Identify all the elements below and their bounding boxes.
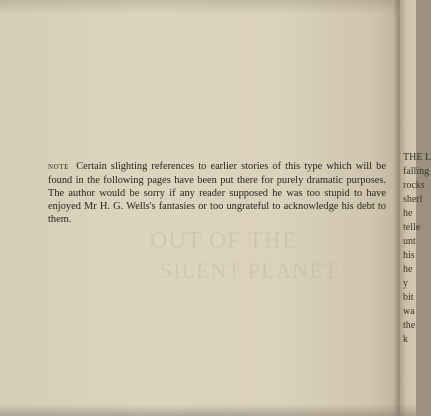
note-text: Certain slighting references to earlier stories of this type which will be found in the following pages have been put there for purely dramatic purposes. The author would be sorry if any reader supposed he was too stupid to have enjoyed Mr H. G. Wells's fantasies or too ungrateful to acknowledge his debt to them. xyxy=(48,161,386,226)
note-label: note xyxy=(48,161,70,173)
facing-page-text: falling xyxy=(403,166,430,177)
bleed-through-title-line-1: OUT OF THE xyxy=(150,228,298,254)
facing-page-text: unt xyxy=(403,236,416,247)
facing-page-text: THE L xyxy=(403,152,431,163)
page-bottom-edge xyxy=(0,404,416,416)
facing-page-text: bit xyxy=(403,292,414,303)
facing-page-text: wa xyxy=(403,306,415,317)
facing-page-text: he xyxy=(403,208,413,219)
facing-page-text: he xyxy=(403,264,413,275)
facing-page-text: rocks xyxy=(403,180,425,191)
author-note xyxy=(48,160,386,226)
facing-page-text: the xyxy=(403,320,416,331)
facing-page-text: k xyxy=(403,334,408,345)
facing-page-text: telle xyxy=(403,222,421,233)
facing-page-edge xyxy=(400,0,431,416)
page-top-shadow xyxy=(0,0,400,14)
bleed-through-title-line-2: SILENT PLANET xyxy=(160,258,339,283)
facing-page-text: y xyxy=(403,278,408,289)
facing-page-text: his xyxy=(403,250,415,261)
facing-page-text: sherl xyxy=(403,194,423,205)
